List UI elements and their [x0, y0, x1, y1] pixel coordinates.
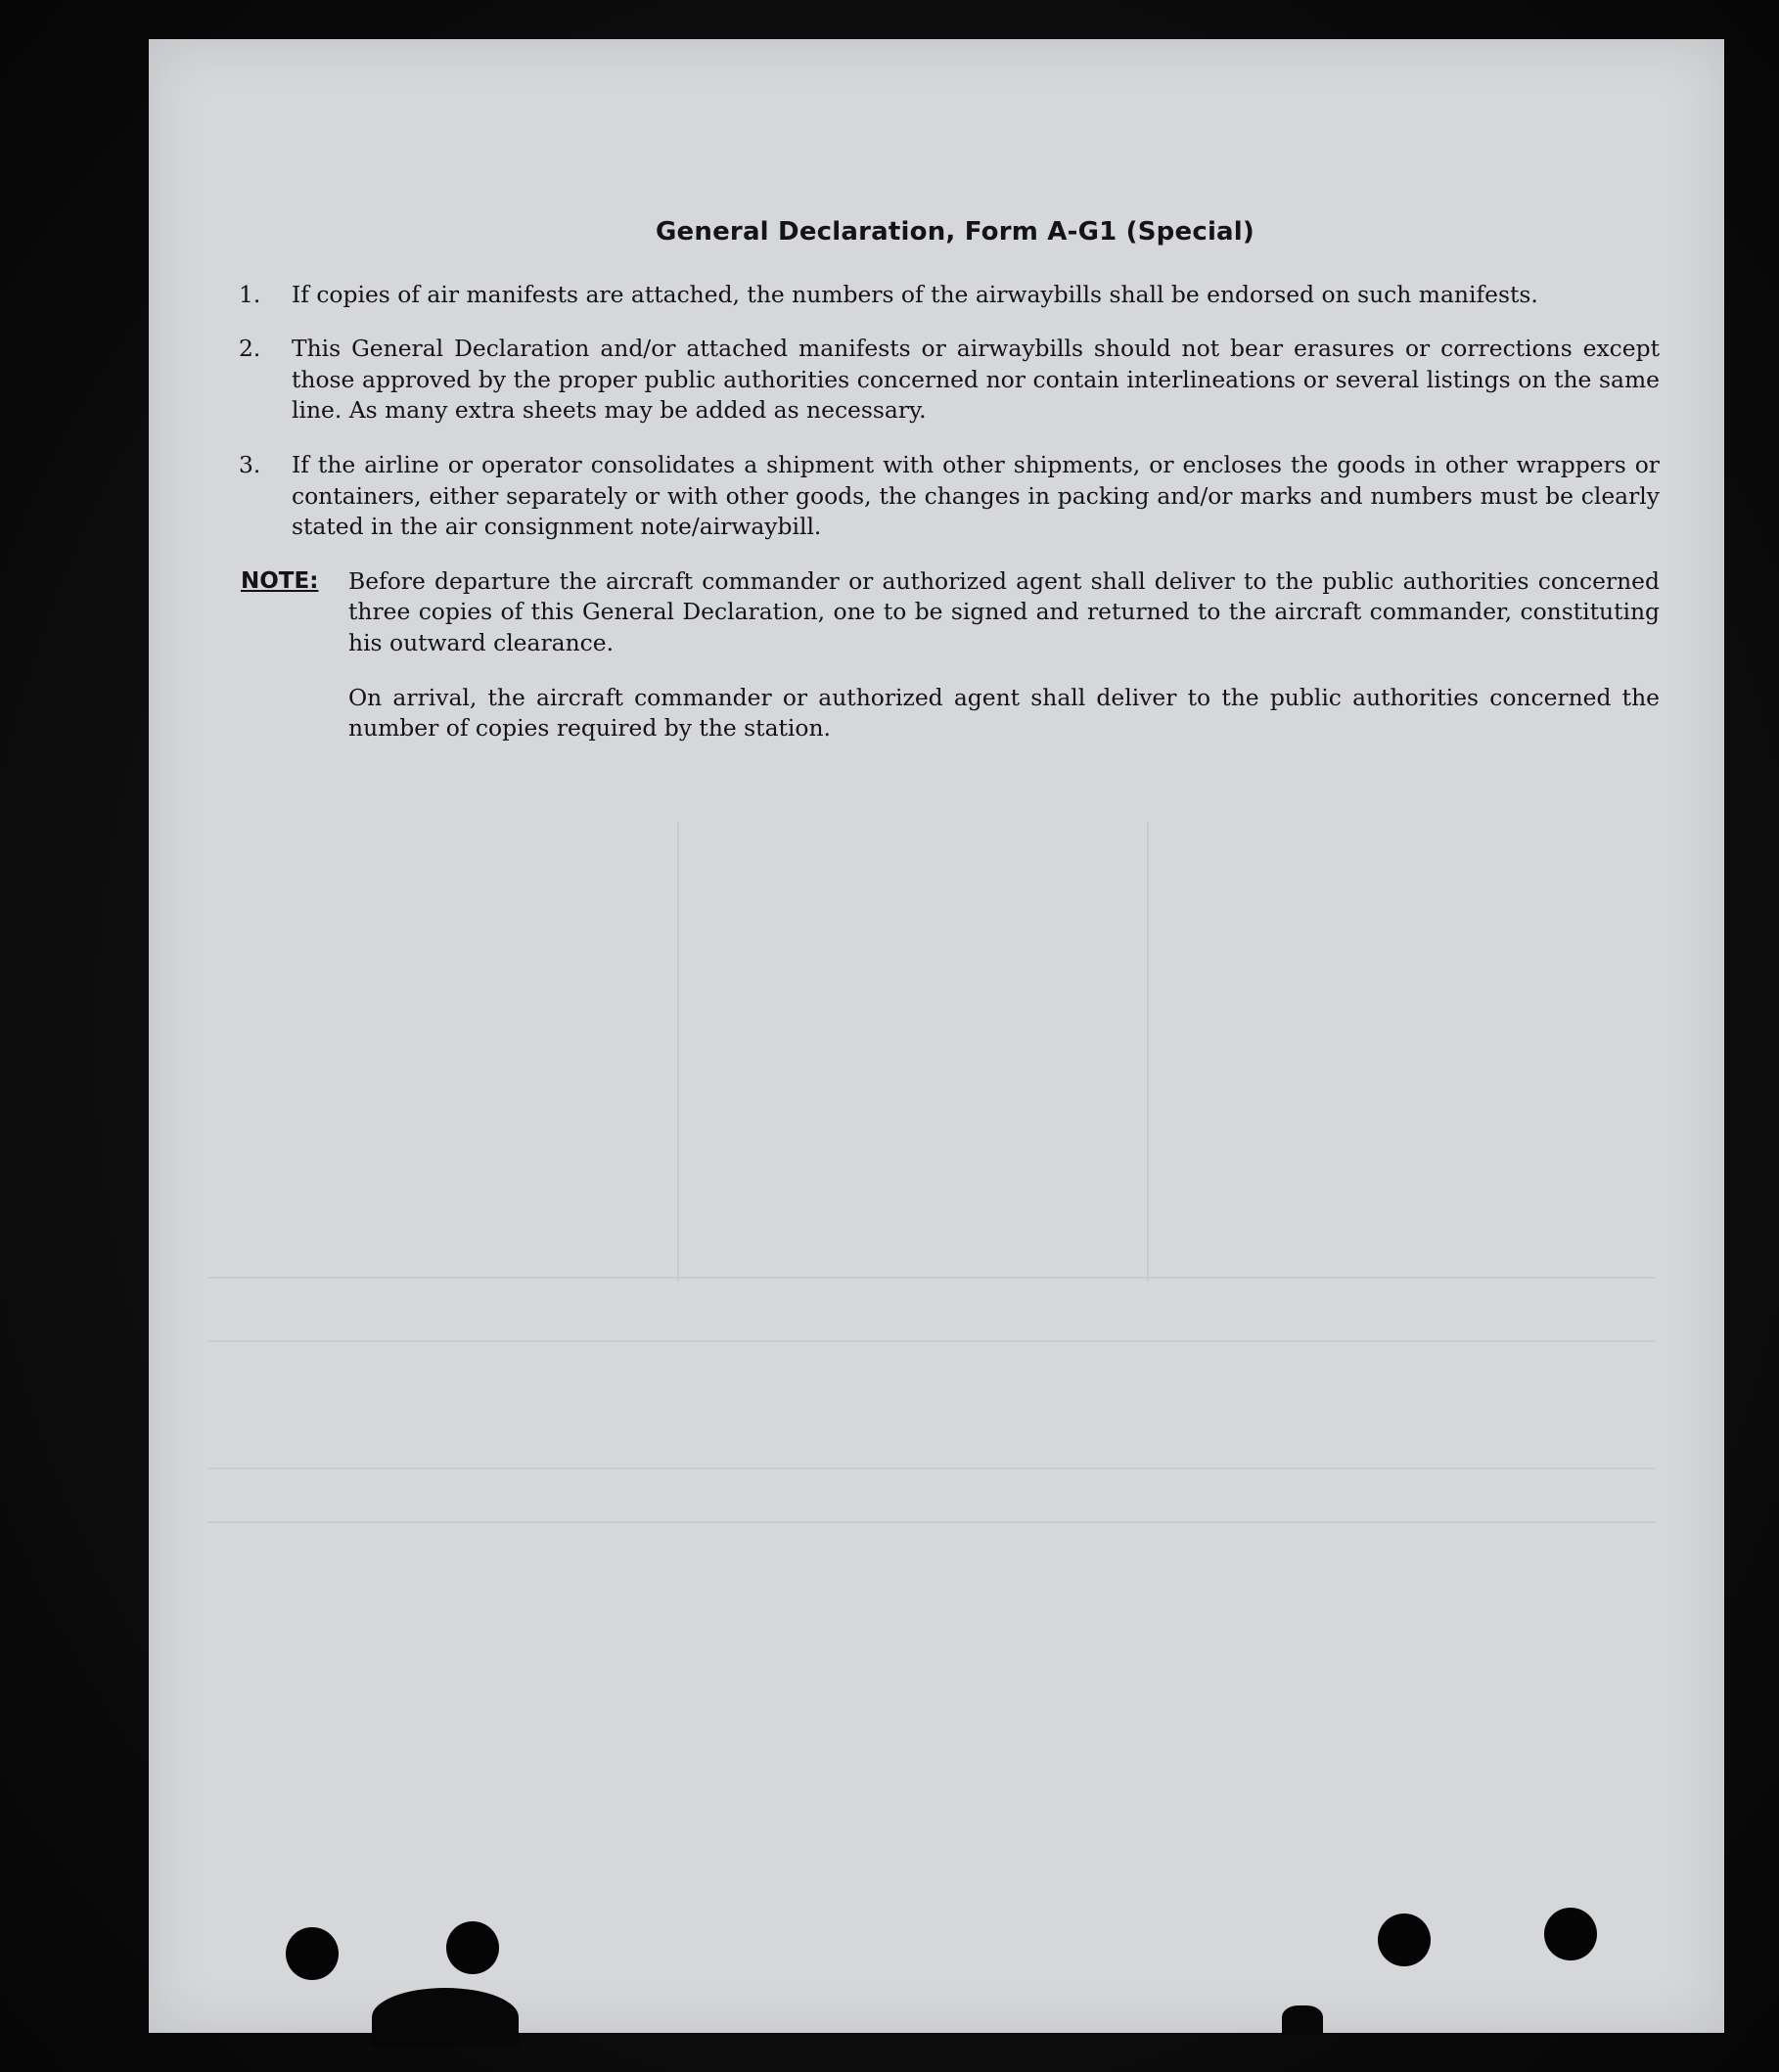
torn-edge — [1282, 2005, 1323, 2035]
bleed-through-rule — [207, 1340, 1656, 1342]
punch-hole — [1544, 1908, 1597, 1960]
item-number: 3. — [239, 450, 261, 478]
note-paragraph: On arrival, the aircraft commander or authorized agent shall deliver to the public authorities concerned the number of copies required by the station. — [348, 683, 1660, 743]
item-text: If copies of air manifests are attached, the numbers of the airwaybills shall be endorsed on such manifests. — [292, 280, 1538, 308]
bleed-through-rule — [1147, 822, 1149, 1282]
bleed-through-rule — [207, 1467, 1656, 1469]
note-body — [348, 566, 1660, 768]
list-item — [239, 334, 1660, 427]
document-sheet — [149, 39, 1724, 2033]
bleed-through-rule — [207, 1521, 1656, 1523]
punch-hole — [446, 1921, 499, 1974]
item-text: This General Declaration and/or attached manifests or airwaybills should not bear erasures or corrections except those approved by the proper public authorities concerned nor contain interlineations or several listings on the same line. As many extra sheets may be added as necessary. — [292, 335, 1660, 425]
item-number: 2. — [239, 335, 261, 363]
note-paragraph: Before departure the aircraft commander or authorized agent shall deliver to the public authorities concerned three copies of this General Declaration, one to be signed and returned to the aircraft commander, constituting his outward clearance. — [348, 566, 1660, 656]
document-title: General Declaration, Form A-G1 (Special) — [656, 217, 1254, 247]
item-number: 1. — [239, 280, 261, 308]
punch-hole — [1378, 1914, 1431, 1966]
punch-hole — [286, 1927, 339, 1980]
note-block — [239, 566, 1660, 768]
torn-edge — [372, 1988, 519, 2047]
bleed-through-rule — [677, 822, 679, 1282]
list-item — [239, 280, 1660, 311]
item-text: If the airline or operator consolidates a shipment with other shipments, or encloses the goods in other wrappers or containers, either separately or with other goods, the changes in packing and/or marks and numbers must be clearly stated in the air consignment note/airwaybill. — [292, 450, 1660, 541]
document-content — [239, 217, 1660, 768]
list-item — [239, 450, 1660, 543]
bleed-through-rule — [207, 1277, 1656, 1279]
note-label: NOTE: — [241, 567, 319, 594]
